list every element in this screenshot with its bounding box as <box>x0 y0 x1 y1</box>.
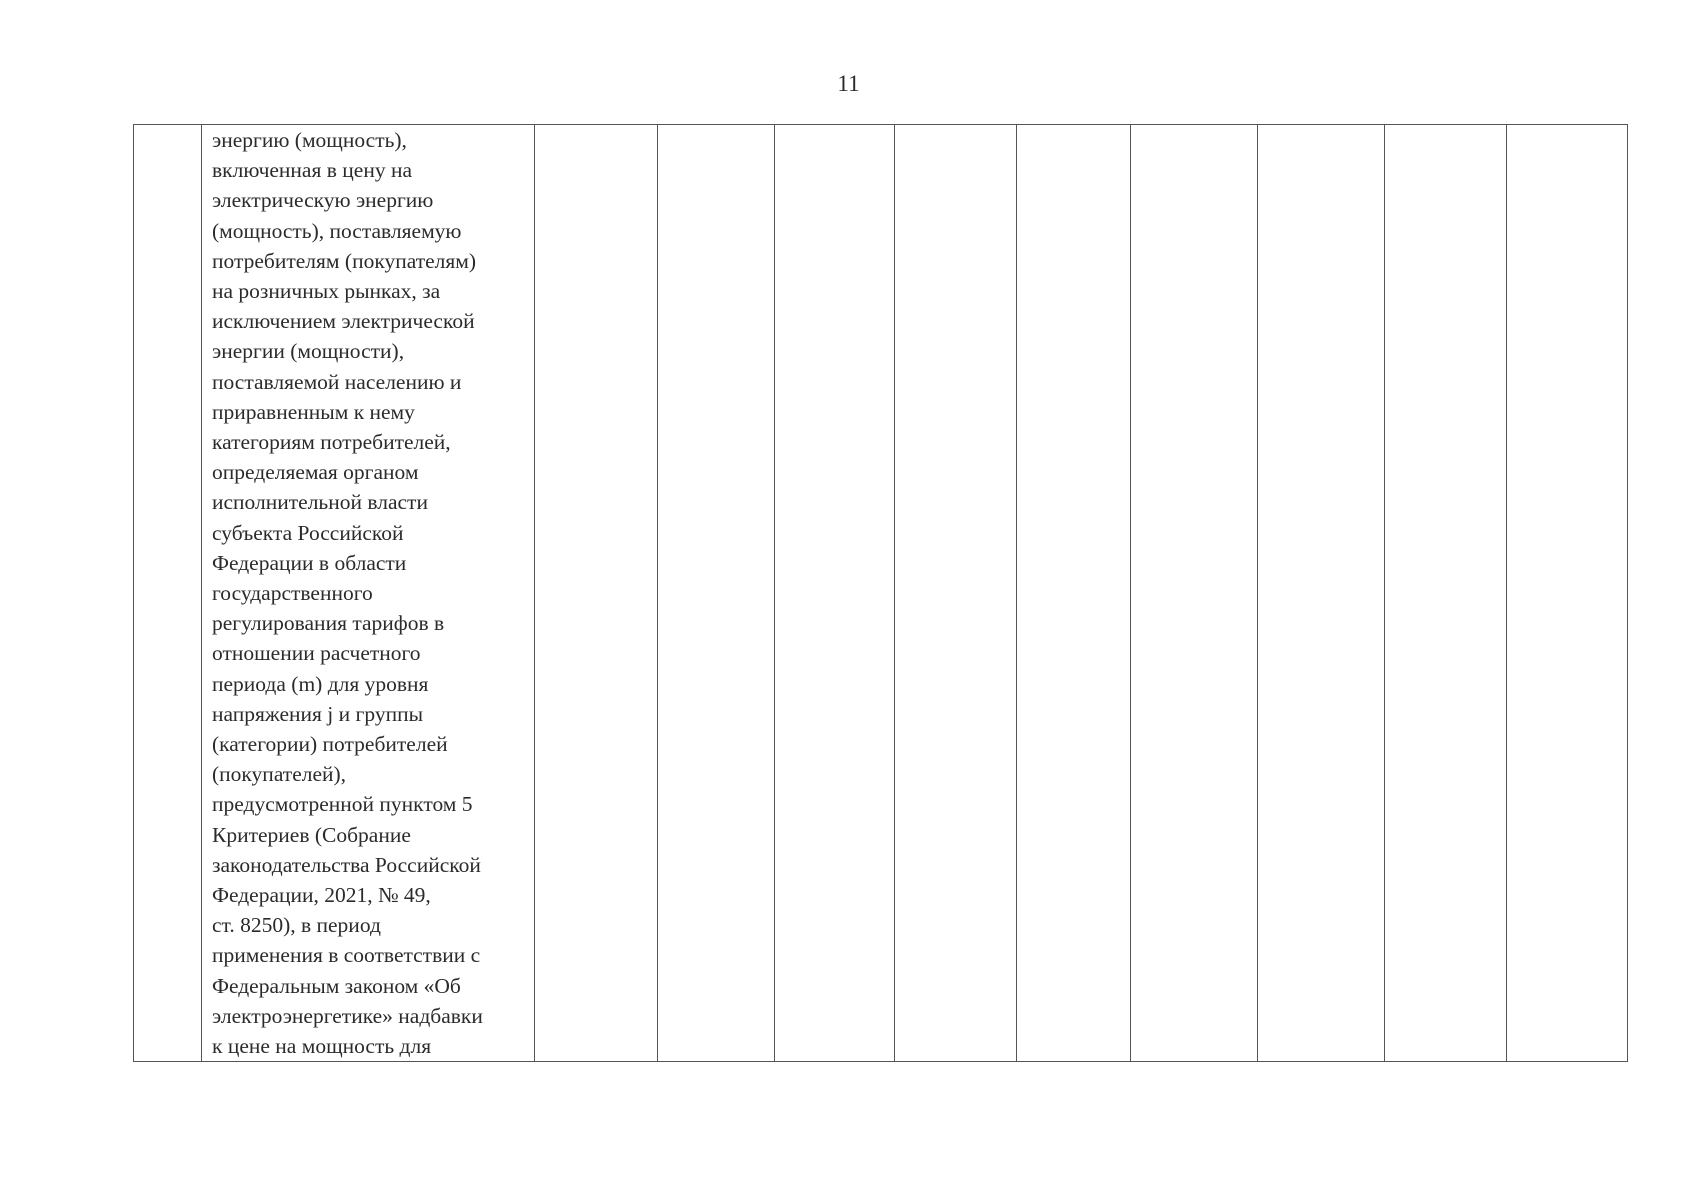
table-cell-col7 <box>1017 125 1131 1062</box>
page-number: 11 <box>837 71 860 96</box>
table-cell-col10 <box>1385 125 1507 1062</box>
table-cell-col8 <box>1131 125 1258 1062</box>
document-table <box>133 124 1628 1062</box>
table-cell-col4 <box>658 125 775 1062</box>
table-cell-col6 <box>895 125 1017 1062</box>
table-cell-col11 <box>1507 125 1628 1062</box>
table-row <box>134 125 1628 1062</box>
table-cell-number <box>134 125 202 1062</box>
table-cell-col9 <box>1258 125 1385 1062</box>
table-cell-indicator-text: энергию (мощность), включенная в цену на электрическую энергию (мощность), поставляемую потребителям (покупателям) на розничных рынках, за исключением электрической энергии (мощности), поставляемой населению и приравненным к нему категориям потребителей, определяемая органом исполнительной власти субъекта Российской Федерации в области государственного регулирования тарифов в отношении расчетного периода (m) для уровня напряжения j и группы (категории) потребителей (покупателей), предусмотренной пунктом 5 Критериев (Собрание законодательства Российской Федерации, 2021, № 49, ст. 8250), в период применения в соответствии с Федеральным законом «Об электроэнергетике» надбавки к цене на мощность для <box>202 125 535 1062</box>
table-cell-col3 <box>535 125 658 1062</box>
table-cell-col5 <box>775 125 895 1062</box>
